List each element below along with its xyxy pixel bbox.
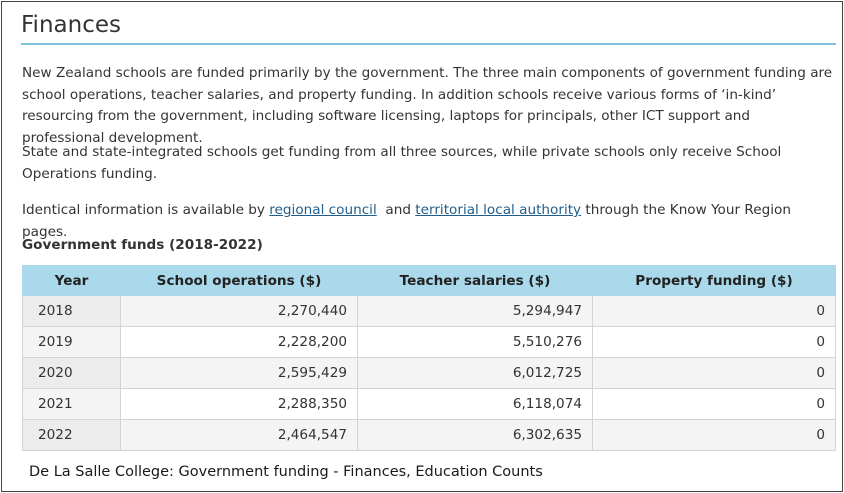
government-funds-table [22, 265, 836, 451]
cell-property-funding: 0 [593, 420, 836, 451]
regional-council-link[interactable]: regional council [269, 202, 377, 218]
table-row [23, 420, 836, 451]
cell-year: 2018 [23, 296, 121, 327]
cell-school-operations: 2,228,200 [121, 327, 358, 358]
paragraph-suffix: through the Know Your Region pages. [22, 202, 791, 240]
table-header-row [23, 266, 836, 296]
table-row [23, 327, 836, 358]
table-row [23, 389, 836, 420]
cell-property-funding: 0 [593, 296, 836, 327]
cell-year: 2022 [23, 420, 121, 451]
page-title: Finances [21, 12, 121, 38]
cell-school-operations: 2,464,547 [121, 420, 358, 451]
cell-year: 2020 [23, 358, 121, 389]
territorial-local-authority-link[interactable]: territorial local authority [415, 202, 582, 218]
cell-teacher-salaries: 5,510,276 [358, 327, 593, 358]
funding-sources-paragraph: State and state-integrated schools get funding from all three sources, while private schools only receive School Operations funding. [22, 144, 782, 182]
header-year: Year [23, 266, 121, 296]
header-school-operations: School operations ($) [121, 266, 358, 296]
cell-school-operations: 2,288,350 [121, 389, 358, 420]
table-row [23, 296, 836, 327]
content-frame [1, 1, 843, 492]
cell-property-funding: 0 [593, 389, 836, 420]
cell-teacher-salaries: 6,118,074 [358, 389, 593, 420]
table-title: Government funds (2018-2022) [22, 237, 263, 253]
cell-school-operations: 2,270,440 [121, 296, 358, 327]
cell-teacher-salaries: 5,294,947 [358, 296, 593, 327]
paragraph-prefix: Identical information is available by [22, 202, 270, 218]
cell-property-funding: 0 [593, 327, 836, 358]
cell-teacher-salaries: 6,012,725 [358, 358, 593, 389]
header-property-funding: Property funding ($) [593, 266, 836, 296]
paragraph-middle: and [376, 202, 416, 218]
cell-year: 2021 [23, 389, 121, 420]
cell-year: 2019 [23, 327, 121, 358]
intro-paragraph: New Zealand schools are funded primarily by the government. The three main components of government funding are school operations, teacher salaries, and property funding. In addition schools receive various forms of ‘in-kind’ resourcing from the government, including software licensing, laptops for principals, other ICT support and professional development. [22, 65, 833, 146]
cell-property-funding: 0 [593, 358, 836, 389]
cell-school-operations: 2,595,429 [121, 358, 358, 389]
title-divider [21, 43, 836, 45]
table-row [23, 358, 836, 389]
header-teacher-salaries: Teacher salaries ($) [358, 266, 593, 296]
cell-teacher-salaries: 6,302,635 [358, 420, 593, 451]
image-caption: De La Salle College: Government funding - Finances, Education Counts [29, 464, 543, 480]
